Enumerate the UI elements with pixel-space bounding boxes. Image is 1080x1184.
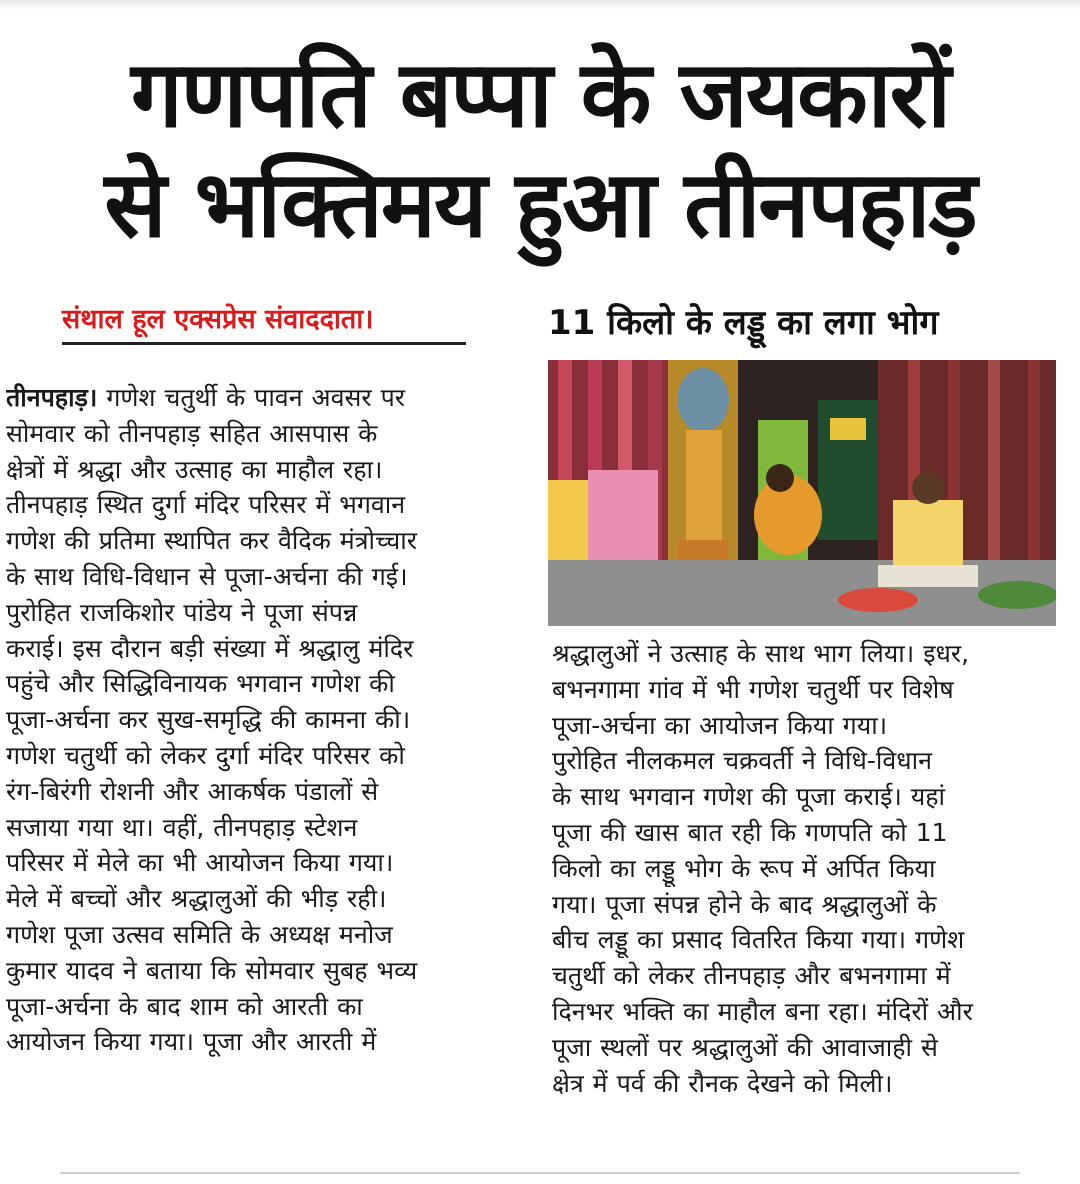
- article-line: पूजा की खास बात रही कि गणपति को 11: [552, 817, 948, 847]
- photo-caption: 11 किलो के लड्डू का लगा भोग: [548, 303, 939, 343]
- article-line: गणेश की प्रतिमा स्थापित कर वैदिक मंत्रोच्चार: [6, 526, 417, 556]
- article-line: पूजा-अर्चना कर सुख-समृद्धि की कामना की।: [6, 705, 411, 735]
- article-dateline: तीनपहाड़।: [6, 383, 98, 412]
- article-line: पूजा-अर्चना के बाद शाम को आरती का: [6, 991, 363, 1021]
- news-photo: [548, 360, 1056, 626]
- article-line: बीच लड्डू का प्रसाद वितरित किया गया। गणेश: [552, 925, 965, 955]
- article-line: चतुर्थी को लेकर तीनपहाड़ और बभनगामा में: [552, 961, 951, 991]
- article-line: पूजा स्थलों पर श्रद्धालुओं की आवाजाही से: [552, 1032, 938, 1062]
- article-line: सोमवार को तीनपहाड़ सहित आसपास के: [6, 418, 378, 448]
- article-line: दिनभर भक्ति का माहौल बना रहा। मंदिरों और: [552, 996, 973, 1026]
- headline-line-1: गणपति बप्पा के जयकारों: [130, 41, 950, 148]
- article-line: के साथ विधि-विधान से पूजा-अर्चना की गई।: [6, 561, 408, 591]
- article-line: गणेश पूजा उत्सव समिति के अध्यक्ष मनोज: [6, 919, 393, 949]
- article-line: श्रद्धालुओं ने उत्साह के साथ भाग लिया। इधर,: [552, 639, 970, 668]
- article-line: पहुंचे और सिद्धिविनायक भगवान गणेश की: [6, 669, 395, 699]
- article-line: पुरोहित नीलकमल चक्रवर्ती ने विधि-विधान: [552, 746, 933, 776]
- article-line: बभनगामा गांव में भी गणेश चतुर्थी पर विशेष: [552, 674, 954, 704]
- article-line: आयोजन किया गया। पूजा और आरती में: [6, 1027, 377, 1057]
- article-line: गया। पूजा संपन्न होने के बाद श्रद्धालुओं के: [552, 889, 937, 919]
- byline-underline: [62, 342, 466, 345]
- article-line: कराई। इस दौरान बड़ी संख्या में श्रद्धालु मंदिर: [6, 633, 414, 663]
- article-line: मेले में बच्चों और श्रद्धालुओं की भीड़ रही।: [6, 884, 387, 914]
- article-line: गणेश चतुर्थी को लेकर दुर्गा मंदिर परिसर को: [6, 740, 405, 770]
- article-line: कुमार यादव ने बताया कि सोमवार सुबह भव्य: [6, 955, 418, 985]
- article-line: रंग-बिरंगी रोशनी और आकर्षक पंडालों से: [6, 776, 379, 806]
- article-line: क्षेत्र में पर्व की रौनक देखने को मिली।: [552, 1068, 893, 1098]
- article-column-left: [6, 380, 506, 1060]
- headline-line-2: से भक्तिमय हुआ तीनपहाड़: [104, 151, 976, 258]
- article-line: सजाया गया था। वहीं, तीनपहाड़ स्टेशन: [6, 812, 358, 842]
- article-line: तीनपहाड़ स्थित दुर्गा मंदिर परिसर में भगवान: [6, 490, 406, 520]
- article-line: क्षेत्रों में श्रद्धा और उत्साह का माहौल रहा।: [6, 454, 383, 484]
- article-line: पुरोहित राजकिशोर पांडेय ने पूजा संपन्न: [6, 597, 358, 627]
- article-line: के साथ भगवान गणेश की पूजा कराई। यहां: [552, 782, 946, 812]
- top-edge-strip: [0, 0, 1080, 10]
- article-line: किलो का लड्डू भोग के रूप में अर्पित किया: [552, 853, 936, 883]
- article-line-text: गणेश चतुर्थी के पावन अवसर पर: [97, 383, 406, 412]
- ganesh-puja-illustration: [548, 360, 1056, 626]
- article-line: परिसर में मेले का भी आयोजन किया गया।: [6, 848, 394, 878]
- article-line-1: [6, 380, 506, 416]
- article-column-right: [552, 636, 1058, 1101]
- article-line: पूजा-अर्चना का आयोजन किया गया।: [552, 710, 888, 740]
- byline: संथाल हूल एक्सप्रेस संवाददाता।: [62, 304, 374, 335]
- bottom-divider: [60, 1172, 1020, 1174]
